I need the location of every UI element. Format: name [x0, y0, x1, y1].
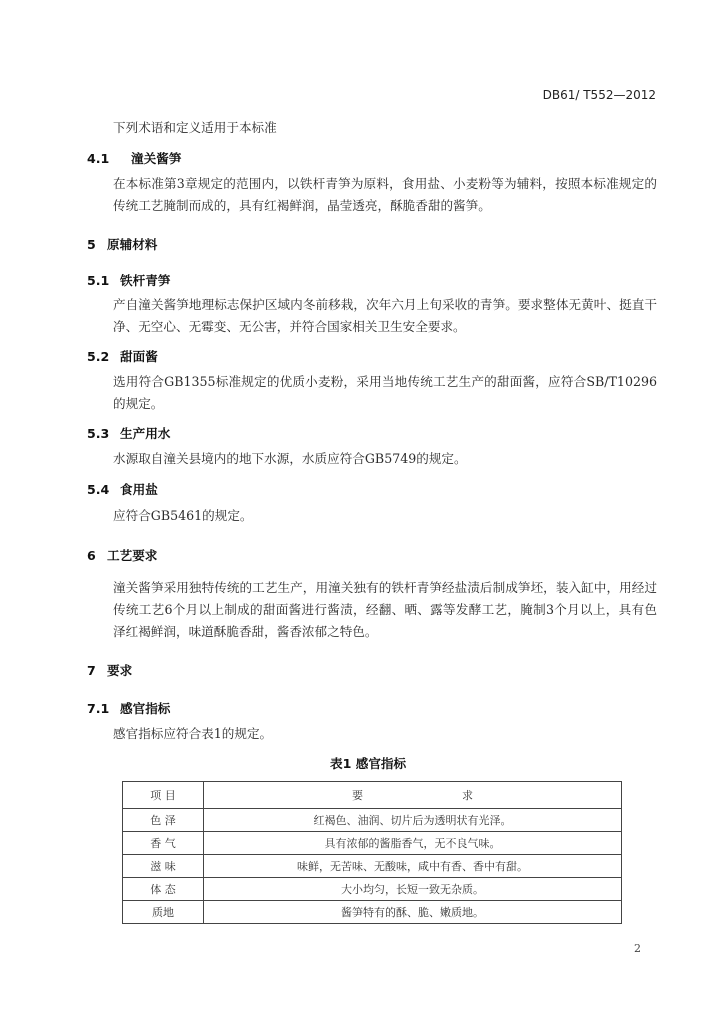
section-5-3-text: 水源取自潼关县境内的地下水源，水质应符合GB5749的规定。	[113, 451, 467, 466]
section-7-1-heading	[87, 698, 170, 717]
table-cell-requirement: 味鲜，无苦味、无酸味，咸中有香、香中有甜。	[204, 855, 622, 878]
section-4-1-heading	[87, 148, 181, 167]
table-header-cell: 项 目	[123, 782, 204, 809]
section-7-1-text: 感官指标应符合表1的规定。	[113, 726, 273, 741]
section-number: 7.1	[87, 701, 110, 716]
section-5-heading	[87, 234, 157, 253]
table-title: 表1 感官指标	[330, 756, 407, 771]
paragraph: 在本标准第3章规定的范围内，以铁杆青笋为原料，食用盐、小麦粉等为辅料，按照本标准规定的传统工艺腌制而成的，具有红褐鲜润，晶莹透亮，酥脆香甜的酱笋。	[113, 176, 657, 213]
section-number: 5.3	[87, 426, 110, 441]
table-row	[123, 809, 622, 832]
section-number: 4.1	[87, 151, 110, 166]
section-5-3-heading	[87, 423, 170, 442]
table-cell-item: 色 泽	[123, 809, 204, 832]
sensory-table	[122, 781, 622, 924]
paragraph: 潼关酱笋采用独特传统的工艺生产，用潼关独有的铁杆青笋经盐渍后制成笋坯，装入缸中，用经过传统工艺6个月以上制成的甜面酱进行酱渍，经翻、晒、露等发酵工艺，腌制3个月以上，具有色泽红褐鲜润，味道酥脆香甜，酱香浓郁之特色。	[113, 580, 657, 639]
table-cell-requirement: 具有浓郁的酱脂香气，无不良气味。	[204, 832, 622, 855]
section-7-heading	[87, 660, 132, 679]
table-cell-requirement: 大小均匀，长短一致无杂质。	[204, 878, 622, 901]
paragraph: 产自潼关酱笋地理标志保护区域内冬前移栽，次年六月上旬采收的青笋。要求整体无黄叶、挺直干净、无空心、无霉变、无公害，并符合国家相关卫生安全要求。	[113, 297, 657, 334]
table-cell-item: 滋 味	[123, 855, 204, 878]
section-5-2-text	[87, 371, 657, 415]
section-number: 5	[87, 237, 96, 252]
section-title: 潼关酱笋	[131, 151, 182, 166]
table-header-row	[123, 782, 622, 809]
table-row	[123, 901, 622, 924]
section-title: 原辅材料	[107, 237, 158, 252]
table-cell-requirement: 红褐色、油润、切片后为透明状有光泽。	[204, 809, 622, 832]
section-6-text	[87, 577, 657, 643]
section-5-1-heading	[87, 270, 170, 289]
section-number: 7	[87, 663, 96, 678]
section-title: 铁杆青笋	[120, 273, 171, 288]
table-cell-item: 体 态	[123, 878, 204, 901]
section-title: 甜面酱	[120, 349, 158, 364]
section-title: 要求	[107, 663, 133, 678]
table-row	[123, 878, 622, 901]
section-number: 5.4	[87, 482, 110, 497]
document-code: DB61/ T552—2012	[542, 88, 656, 102]
section-5-1-text	[87, 294, 657, 338]
section-title: 工艺要求	[107, 548, 158, 563]
table-header-cell: 要 求	[204, 782, 622, 809]
section-5-4-heading	[87, 479, 158, 498]
section-title: 食用盐	[120, 482, 158, 497]
section-title: 生产用水	[120, 426, 171, 441]
section-5-2-heading	[87, 346, 158, 365]
section-number: 5.2	[87, 349, 110, 364]
table-cell-requirement: 酱笋特有的酥、脆、嫩质地。	[204, 901, 622, 924]
page-number: 2	[634, 942, 641, 955]
section-number: 6	[87, 548, 96, 563]
paragraph: 选用符合GB1355标准规定的优质小麦粉，采用当地传统工艺生产的甜面酱，应符合SB/T10296的规定。	[113, 374, 657, 411]
section-4-1-text	[87, 173, 657, 217]
section-number: 5.1	[87, 273, 110, 288]
section-title: 感官指标	[120, 701, 171, 716]
table-row	[123, 832, 622, 855]
table-cell-item: 质地	[123, 901, 204, 924]
table-cell-item: 香 气	[123, 832, 204, 855]
table-row	[123, 855, 622, 878]
section-6-heading	[87, 545, 157, 564]
intro-text: 下列术语和定义适用于本标准	[113, 120, 277, 135]
section-5-4-text: 应符合GB5461的规定。	[113, 508, 253, 523]
